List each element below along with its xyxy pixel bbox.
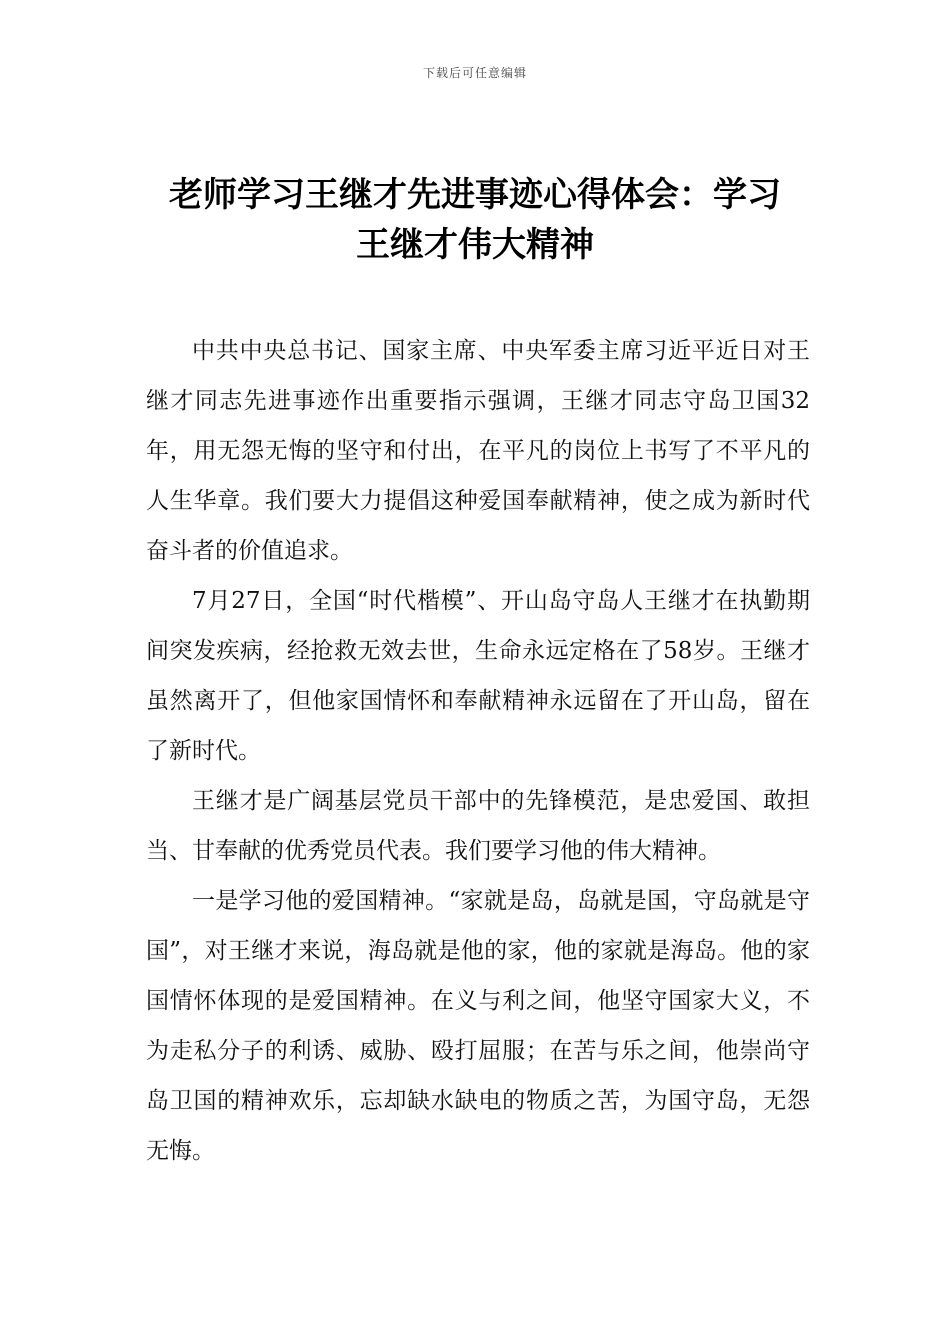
paragraph-4: 一是学习他的爱国精神。“家就是岛，岛就是国，守岛就是守国”，对王继才来说，海岛就是他的家，他的家就是海岛。他的家国情怀体现的是爱国精神。在义与利之间，他坚守国家大义，不为走私分子的利诱、威胁、殴打屈服；在苦与乐之间，他崇尚守岛卫国的精神欢乐，忘却缺水缺电的物质之苦，为国守岛，无怨无悔。 [146,888,810,1164]
header-note: 下载后可任意编辑 [422,66,527,80]
paragraph-2: 7月27日，全国“时代楷模”、开山岛守岛人王继才在执勤期间突发疾病，经抢救无效去世，生命永远定格在了58岁。王继才虽然离开了，但他家国情怀和奉献精神永远留在了开山岛，留在了新时代。 [146,588,810,764]
title-line-1: 老师学习王继才先进事迹心得体会：学习 [169,175,781,215]
paragraph-1: 中共中央总书记、国家主席、中央军委主席习近平近日对王继才同志先进事迹作出重要指示强调，王继才同志守岛卫国32年，用无怨无悔的坚守和付出，在平凡的岗位上书写了不平凡的人生华章。我们要大力提倡这种爱国奉献精神，使之成为新时代奋斗者的价值追求。 [146,338,810,564]
document-body [146,326,810,1176]
title-line-2: 王继才伟大精神 [356,225,594,265]
paragraph-3: 王继才是广阔基层党员干部中的先锋模范，是忠爱国、敢担当、甘奉献的优秀党员代表。我们要学习他的伟大精神。 [146,788,810,864]
document-title [140,170,810,270]
